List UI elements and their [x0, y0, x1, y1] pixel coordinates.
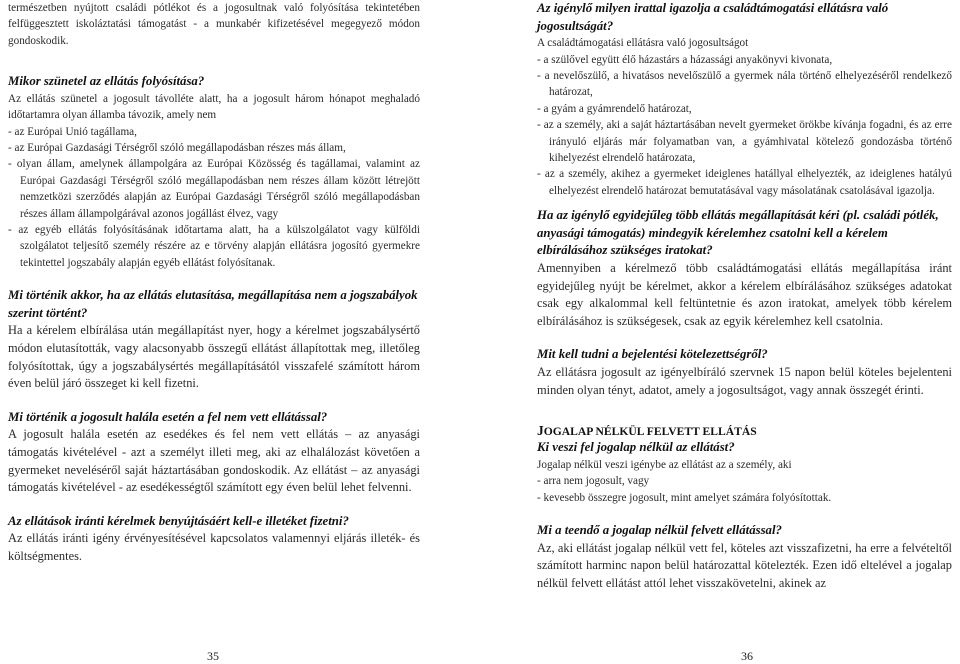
paragraph-rejection: Ha a kérelem elbírálása után megállapítást nyer, hogy a kérelmet jogszabálysértő módon elutasították, vagy alacsonyabb összegű ellátást állapítottak meg, illetőleg folyósítottak, úgy a jogszabálysértés megállapításától visszafelé számított három éven belül járó összeget ki kell fizetni.	[8, 323, 420, 391]
paragraph-who-unfounded: Jogalap nélkül veszi igénybe az ellátást az a személy, aki	[537, 458, 792, 471]
page-number-left: 35	[207, 649, 219, 663]
heading-what-to-do: Mi a teendő a jogalap nélkül felvett ellátással?	[537, 523, 782, 537]
paragraph-death: A jogosult halála esetén az esedékes és fel nem vett ellátás – az anyasági támogatás kivételével - azt a személyt illeti meg, aki az elhalálozást követően a gyermeket neveléséről saját háztartásában gondoskodik. Az ellátást – az anyasági támogatás kivételével - az esedékességtől számított egy éven belül lehet felvenni.	[8, 427, 420, 495]
paragraph-documents: A családtámogatási ellátásra való jogosultságot	[537, 37, 749, 50]
paragraph-reporting: Az ellátásra jogosult az igényelbíráló szervnek 15 napon belül köteles bejelenteni minden olyan tényt, adatot, amely a jogosultságot, vagy annak összegét érinti.	[537, 365, 952, 397]
intro-paragraph: természetben nyújtott családi pótlékot és a jogosultnak való folyósítása tekintetében felfüggesztett iskoláztatási támogatást - a munkabér kifizetésével megegyező módon gondoskodik.	[8, 2, 420, 47]
list-item: - a szülővel együtt élő házastárs a házassági anyakönyvi kivonata,	[537, 53, 833, 66]
paragraph-what-to-do: Az, aki ellátást jogalap nélkül vett fel, köteles azt visszafizetni, ha erre a felvételtől számított harminc napon belül határozattal kötelezték. Ezen idő eltelével a jogalap nélkül felvett ellátást attól lehet visszakövetelni, akinek az	[537, 540, 952, 590]
list-item: - az egyéb ellátás folyósításának időtartama alatt, ha a külszolgálatot vagy külföldi szolgálatot teljesítő személy részére az e törvény alapján ellátásra jogosító gyermekre tekintettel jogszabály alapján egyéb ellátást folyósítanak.	[8, 224, 420, 269]
paragraph-suspension: Az ellátás szünetel a jogosult távolléte alatt, ha a jogosult három hónapot meghaladó időtartamra olyan államba távozik, amely nem	[8, 92, 420, 122]
heading-documents: Az igénylő milyen irattal igazolja a családtámogatási ellátásra való jogosultságát?	[537, 1, 889, 33]
heading-reporting: Mit kell tudni a bejelentési kötelezettségről?	[537, 347, 768, 362]
paragraph-fees: Az ellátás iránti igény érvényesítésével kapcsolatos valamennyi eljárás illeték- és költségmentes.	[8, 531, 420, 563]
list-item: - az Európai Gazdasági Térségről szóló megállapodásban részes más állam,	[8, 142, 346, 155]
heading-death: Mi történik a jogosult halála esetén a fel nem vett ellátással?	[8, 409, 328, 424]
list-item: - arra nem jogosult, vagy	[537, 475, 650, 488]
list-item: - a gyám a gyámrendelő határozat,	[537, 102, 692, 115]
heading-rejection: Mi történik akkor, ha az ellátás elutasítása, megállapítása nem a jogszabályok szerint történt?	[8, 288, 418, 320]
heading-fees: Az ellátások iránti kérelmek benyújtásáért kell-e illetéket fizetni?	[8, 513, 349, 528]
list-item: - az a személy, akihez a gyermeket ideiglenes hatállyal elhelyezték, az ideiglenes hatályú elhelyezést elrendelő határozat bemutatásával vagy másolatának csatolásával igazolja.	[537, 168, 952, 197]
page-number-right: 36	[741, 649, 753, 663]
section-heading-unfounded: JOGALAP NÉLKÜL FELVETT ELLÁTÁS	[537, 423, 757, 439]
list-item: - az a személy, aki a saját háztartásában nevelt gyermeket örökbe kívánja fogadni, és az erre irányuló eljárás már folyamatban van, a gyámhivatal kötelező gondozásba történő kihelyezést elrendelő határozata,	[537, 119, 952, 165]
left-page	[0, 0, 470, 662]
list-item: - olyan állam, amelynek állampolgára az Európai Közösség és tagállamai, valamint az Európai Gazdasági Térségről szóló megállapodásban nem részes állam között létrejött nemzetközi szerződés alapján az Európai Gazdasági Térségről szóló megállapodásban részes állam állampolgárával azonos jogállást élvez, vagy	[8, 158, 420, 220]
list-item: - kevesebb összegre jogosult, mint amelyet számára folyósítottak.	[537, 491, 832, 504]
right-page	[490, 0, 960, 662]
list-item: - az Európai Unió tagállama,	[8, 125, 137, 138]
heading-suspension: Mikor szünetel az ellátás folyósítása?	[8, 74, 205, 89]
heading-who-unfounded: Ki veszi fel jogalap nélkül az ellátást?	[537, 440, 735, 455]
heading-multiple-claims: Ha az igénylő egyidejűleg több ellátás megállapítását kéri (pl. családi pótlék, anyasági támogatás) mindegyik kérelemhez csatolni kell a kérelem elbírálásához szükséges iratokat?	[537, 208, 939, 258]
paragraph-multiple-claims: Amennyiben a kérelmező több családtámogatási ellátás megállapítása iránt egyidejűleg nyújt be kérelmet, akkor a kérelem elbírálásához szükséges adatokat csak egy alkalommal kell feltüntetnie és azon iratokat, amelyek több kérelem elbírálásához is szükségesek, csak az egyik kérelemhez kell csatolnia.	[537, 261, 952, 328]
list-item: - a nevelőszülő, a hivatásos nevelőszülő a gyermek nála történő elhelyezéséről rendelkező határozat,	[537, 70, 952, 99]
